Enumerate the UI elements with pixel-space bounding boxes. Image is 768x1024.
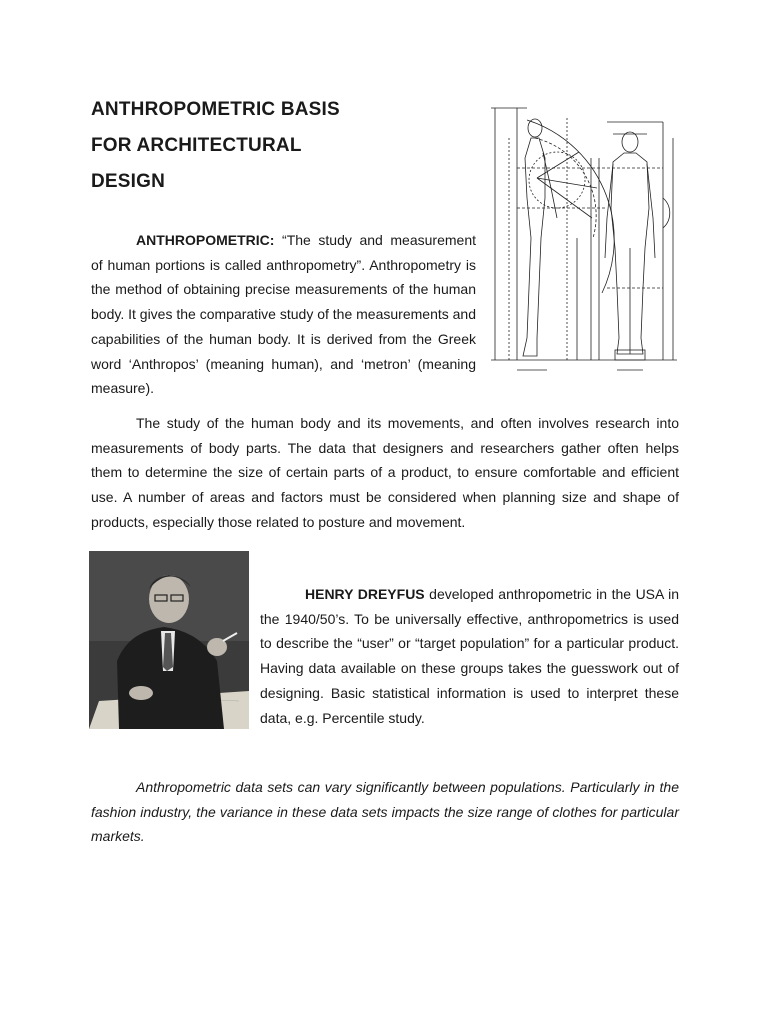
portrait-photo-icon [89, 551, 249, 729]
title-line-1: ANTHROPOMETRIC BASIS [91, 99, 340, 120]
title-line-2: FOR ARCHITECTURAL [91, 135, 302, 156]
title-line-3: DESIGN [91, 171, 166, 192]
definition-lead: ANTHROPOMETRIC: [136, 232, 275, 248]
anthropometric-drawing-icon [487, 98, 679, 380]
closing-text: Anthropometric data sets can vary significantly between populations. Particularly in the fashion industry, the variance in these data sets impacts the size range of clothes for particular markets. [91, 779, 679, 845]
closing-paragraph [91, 775, 679, 849]
dreyfus-paragraph [260, 582, 679, 730]
definition-paragraph [91, 228, 476, 401]
dreyfus-lead: HENRY DREYFUS [305, 586, 425, 602]
dreyfus-text: developed anthropometric in the USA in the 1940/50’s. To be universally effective, anthropometrics is used to describe the “user” or “target population” for a particular product. Having data available on these groups takes the guesswork out of designing. Basic statistical information is used to interpret these data, e.g. Percentile study. [260, 586, 679, 726]
document-title [91, 92, 471, 200]
body-text: The study of the human body and its movements, and often involves research into measurements of body parts. The data that designers and researchers gather often helps them to determine the size of certain parts of a product, to ensure comfortable and efficient use. A number of areas and factors must be considered when planning size and shape of products, especially those related to posture and movement. [91, 415, 679, 530]
body-paragraph [91, 411, 679, 535]
definition-text: “The study and measurement of human portions is called anthropometry”. Anthropometry is the method of obtaining precise measurements of the human body. It gives the comparative study of the measurements and capabilities of the human body. It is derived from the Greek word ‘Anthropos’ (meaning human), and ‘metron’ (meaning measure). [91, 232, 476, 397]
